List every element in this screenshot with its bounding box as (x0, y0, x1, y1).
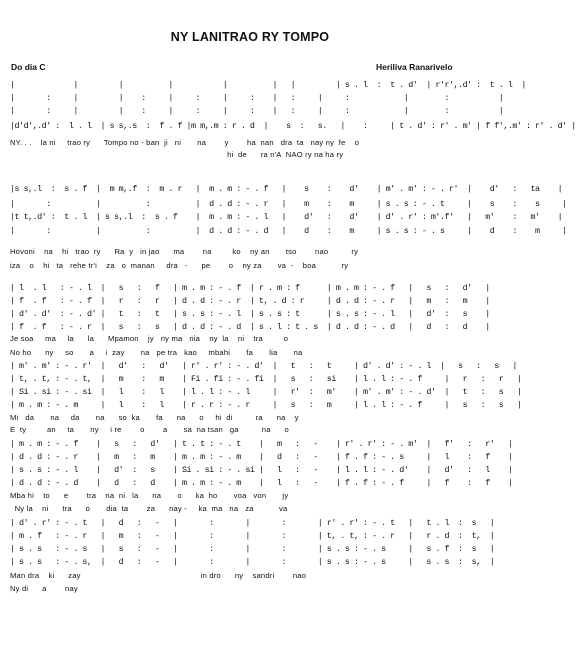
notation-line: |d'd',.d' : l . l | s s,.s : f . f |m m,.m : r . d | s : s. | : | t . d' : r' . m' | f f',.m' : r' . d' | (10, 121, 576, 131)
notation-line: | s . s : - . l | d' : s | Si . si : - . si | l : - | l . l : - . d' | d' : l | (10, 465, 513, 475)
notation-line: | : | | : | : | : | : | : | : | (10, 106, 504, 116)
notation-line: | s . s : - . s | s : - | : | : | s . s : - . s | s . f : s | (10, 544, 495, 554)
notation-line: | d' . d' : - . d' | t : t | s . s : - . l | s . s : t | s . s : - . l | d' : s | (10, 309, 490, 319)
key-signature: Do dia C (11, 62, 46, 72)
song-title: NY LANITRAO RY TOMPO (170, 30, 330, 44)
notation-line: | m . m : - . f | s : d' | t . t : - . t | m : - | r' . r' : - . m' | f' : r' | (10, 439, 513, 449)
notation-line: | m . f : - . r | m : - | : | : | t, . t, : - . r | r . d : t, | (10, 531, 495, 541)
lyric-line: Man dra ki zay in dro ny sandri nao (10, 571, 307, 580)
notation-line: | t, . t, : - . t, | m : m | Fi . fi : - . fi | s : si | l . l : - . f | r : r | (10, 374, 522, 384)
notation-line: | s . s : - . s, | d : - | : | : | s . s : - . s | s . s : s, | (10, 557, 495, 567)
lyric-line: Hovoni na hi trao ry Ra y in jao ma na ko ny an tso nao ry (10, 247, 359, 256)
lyric-line: iza o hi ta rehe tr'i za o manan dra - pe o ny za va - boa ry (10, 261, 349, 270)
lyric-line: Je soa ma la la Mpamon jy ny ma nia ny la ni tra o (10, 334, 289, 343)
lyric-line: Mba hi to e tra na ni la na o ka ho voa von jy (10, 491, 289, 500)
notation-line: | m . m : - . m | l : l | r . r : - . r | s : m | l . l : - . f | s : s | (10, 400, 522, 410)
notation-line: | d . d : - . r | m : m | m . m : - . m | d : - | f . f : - . s | l : f | (10, 452, 513, 462)
notation-line: | f . f : - . f | r : r | d . d : - . r | t, . d : r | d . d : - . r | m : m | (10, 296, 490, 306)
notation-line: |t t,.d' : t . l | s s,.l : s . f | m . m : - . l | d' : d' | d' . r' : m'.f' | m' : m' | (10, 212, 563, 222)
lyric-line: No ho ny so a i zay na pe tra kao mbahi fa lia na (10, 348, 303, 357)
notation-line: | | | | | | | | s . l : t . d' | r'r',.d' : t . l | (10, 80, 526, 90)
notation-line: |s s,.l : s . f | m m,.f : m . r | m . m : - . f | s : d' | m' . m' : - . r' | d' : ta | (10, 184, 563, 194)
notation-line: | d . d : - . d | d : d | m . m : - . m | l : - | f . f : - . f | f : f | (10, 478, 513, 488)
lyric-line: hi de ra n'A NAO ry na ha ry (10, 150, 344, 159)
lyric-line: NY. . . la ni trao ry Tompo no - ban ji ni na y ha nan dra ta nay ny fe o (10, 138, 360, 147)
composer-name: Heriliva Ranarivelo (376, 62, 453, 72)
notation-line: | : | | : | : | : | : | : | : | (10, 93, 504, 103)
notation-line: | : | : | d . d : - . r | m : m | s . s : - . t | s : s | (10, 199, 567, 209)
lyric-line: Mi da na da na so ka fa na o hi di ra na y (10, 413, 299, 422)
notation-line: | m' . m' : - . r' | d' : d' | r' . r' : - . d' | t : t | d' . d' : - . l | s : s | (10, 361, 517, 371)
notation-line: | l . l : - . l | s : f | m . m : - . f | r . m : f | m . m : - . f | s : d' | (10, 283, 490, 293)
lyric-line: Ny la ni tra o dia ta za nay - ka ma na za va (10, 504, 288, 513)
notation-line: | d' . r' : - . t | d : - | : | : | r' . r' : - . t | t . l : s | (10, 518, 495, 528)
notation-line: | f . f : - . r | s : s | d . d : - . d | s . l : t . s | d . d : - . d | d : d | (10, 322, 490, 332)
notation-line: | : | : | d . d : - . d | d : m | s . s : - . s | d : m | (10, 226, 567, 236)
lyric-line: Ny di a nay (10, 584, 78, 593)
notation-line: | Si . si : - . si | l : l | l . l : - . l | r' : m' | m' . m' : - . d' | t : s | (10, 387, 522, 397)
lyric-line: E ty an ta ny i re o a sa na tsan ga na o (10, 425, 289, 434)
